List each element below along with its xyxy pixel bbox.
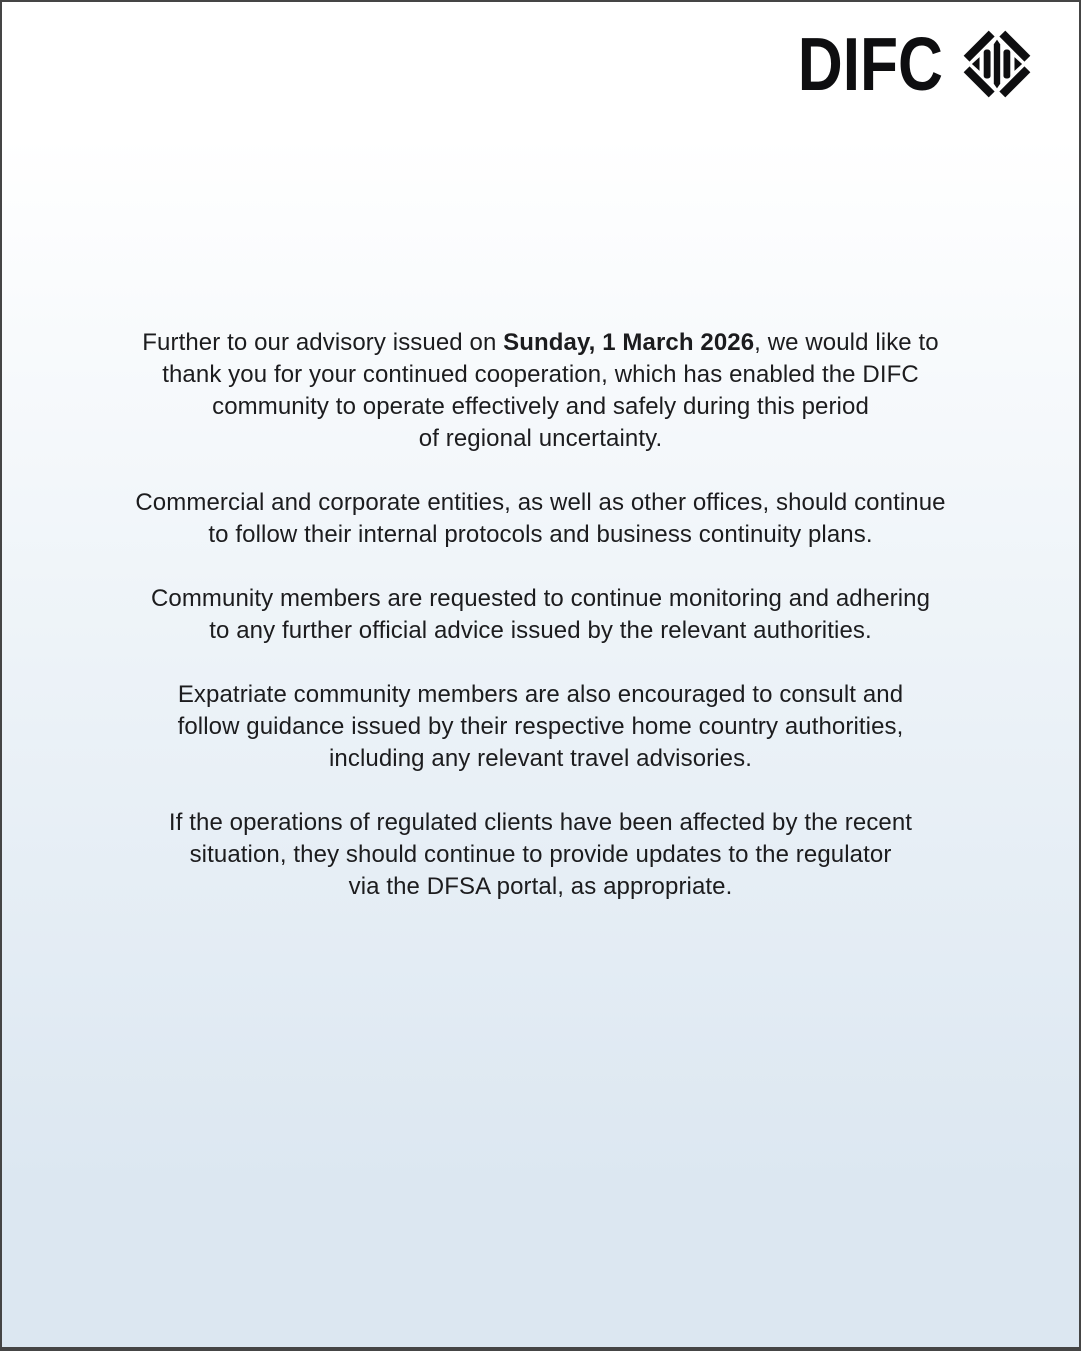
text-line	[2, 391, 1079, 423]
text-segment: , we would like to	[754, 329, 939, 356]
text-line	[2, 743, 1079, 775]
advisory-paragraph	[2, 807, 1079, 903]
text-line	[2, 359, 1079, 391]
text-line	[2, 839, 1079, 871]
text-segment: community to operate effectively and safely during this period	[212, 393, 869, 420]
advisory-paragraph	[2, 487, 1079, 551]
text-segment: thank you for your continued cooperation, which has enabled the DIFC	[162, 361, 919, 388]
difc-logo	[768, 21, 1035, 106]
text-line	[2, 327, 1079, 359]
text-line	[2, 711, 1079, 743]
text-segment: via the DFSA portal, as appropriate.	[348, 873, 733, 900]
text-line	[2, 807, 1079, 839]
text-segment: Commercial and corporate entities, as well as other offices, should continue	[135, 489, 946, 516]
text-segment: Further to our advisory issued on	[142, 329, 504, 356]
text-segment: Expatriate community members are also encouraged to consult and	[177, 681, 904, 708]
text-segment: Community members are requested to continue monitoring and adhering	[150, 585, 931, 612]
text-segment: including any relevant travel advisories.	[329, 745, 752, 772]
text-segment: follow guidance issued by their respective home country authorities,	[177, 713, 904, 740]
advisory-paragraph	[2, 583, 1079, 647]
text-line	[2, 487, 1079, 519]
advisory-paragraph	[2, 327, 1079, 455]
difc-wordmark: DIFC	[797, 21, 943, 106]
advisory-text	[2, 327, 1079, 903]
text-segment: If the operations of regulated clients have been affected by the recent	[168, 809, 913, 836]
text-line	[2, 519, 1079, 551]
text-line	[2, 615, 1079, 647]
bold-text-segment: Sunday, 1 March 2026	[503, 329, 755, 356]
text-segment: to any further official advice issued by the relevant authorities.	[209, 617, 872, 644]
advisory-paragraph	[2, 679, 1079, 775]
difc-diamond-mark-icon	[959, 26, 1035, 102]
text-segment: situation, they should continue to provide updates to the regulator	[189, 841, 892, 868]
text-line	[2, 583, 1079, 615]
text-line	[2, 423, 1079, 455]
text-segment: of regional uncertainty.	[418, 425, 663, 452]
header	[768, 21, 1035, 106]
text-segment: to follow their internal protocols and business continuity plans.	[208, 521, 873, 548]
text-line	[2, 871, 1079, 903]
text-line	[2, 679, 1079, 711]
